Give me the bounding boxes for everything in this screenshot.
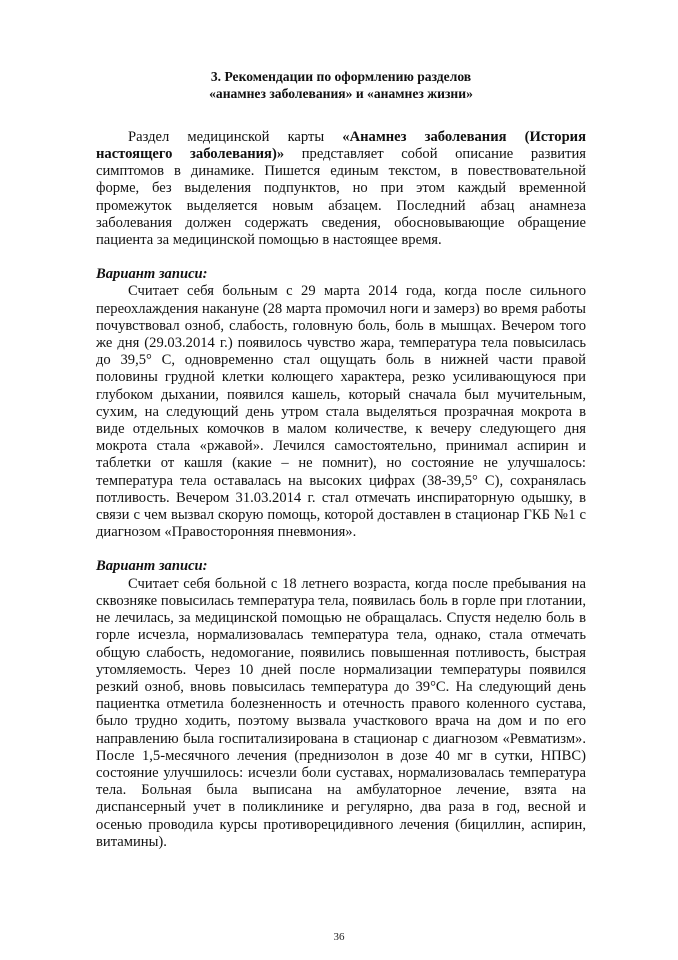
intro-lead-text: Раздел медицинской карты xyxy=(128,128,343,145)
section-title-line-2: «анамнез заболевания» и «анамнез жизни» xyxy=(209,86,473,102)
page-number: 36 xyxy=(333,931,345,943)
intro-rest-text: представляет собой описание развития симптомов в динамике. Пишется единым текстом, в повествовательной форме, без выделения подпунктов, но при этом каждый временной промежуток выделяется новым абзацем. Последний абзац анамнеза заболевания должен содержать сведения, обосновывающие обращение пациента за медицинской помощью в настоящее время. xyxy=(96,146,586,249)
example-heading: Вариант записи: xyxy=(96,266,208,283)
intro-bold-term: «Анамнез заболевания (История настоящего заболевания)» xyxy=(96,128,586,163)
example-heading: Вариант записи: xyxy=(96,558,208,575)
example-paragraph: Считает себя больным с 29 марта 2014 года, когда после сильного переохлаждения накануне (28 марта промочил ноги и замерз) во время работы почувствовал озноб, слабость, головную боль, боль в мышцах. Вечером того же дня (29.03.2014 г.) появилось чувство жара, температура тела повысилась до 39,5° С, одновременно стал ощущать боль в нижней части правой половины грудной клетки колющего характера, резко усиливающуюся при глубоком дыхании, появился кашель, который сначала был мучительным, сухим, на следующий день утром стала выделяться прозрачная мокрота в виде отдельных комочков в малом количестве, к вечеру следующего дня мокрота стала «ржавой». Лечился самостоятельно, принимал аспирин и таблетки от кашля (какие – не помнит), но состояние не улучшалось: температура тела оставалась на высоких цифрах (38-39,5° С), сохранялась потливость. Вечером 31.03.2014 г. стал отмечать инспираторную одышку, в связи с чем вызвал скорую помощь, которой доставлен в стационар ГКБ №1 с диагнозом «Правосторонняя пневмония». xyxy=(96,283,586,541)
document-page xyxy=(96,68,586,868)
example-block-2 xyxy=(96,558,586,850)
intro-paragraph xyxy=(96,129,586,249)
example-block-1 xyxy=(96,266,586,541)
section-title xyxy=(96,68,586,103)
section-title-line-1: 3. Рекомендации по оформлению разделов xyxy=(210,69,472,84)
example-paragraph: Считает себя больной с 18 летнего возраста, когда после пребывания на сквозняке повысилась температура тела, появилась боль в горле при глотании, не лечилась, за медицинской помощью не обращалась. Спустя неделю боль в горле исчезла, нормализовалась температура тела, однако, стала отмечать общую слабость, недомогание, появились повышенная потливость, быстрая утомляемость. Через 10 дней после нормализации температуры появился резкий озноб, вновь повысилась температура до 39°С. На следующий день пациентка отметила болезненность и отечность правого коленного сустава, было трудно ходить, поэтому вызвала участкового врача на дом и по его направлению была госпитализирована в стационар с диагнозом «Ревматизм». После 1,5-месячного лечения (преднизолон в дозе 40 мг в сутки, НПВС) состояние улучшилось: исчезли боли суставах, нормализовалась температура тела. Больная была выписана на амбулаторное лечение, взята на диспансерный учет в поликлинике и регулярно, два раза в год, весной и осенью проводила курсы противорецидивного лечения (бициллин, аспирин, витамины). xyxy=(96,575,586,850)
